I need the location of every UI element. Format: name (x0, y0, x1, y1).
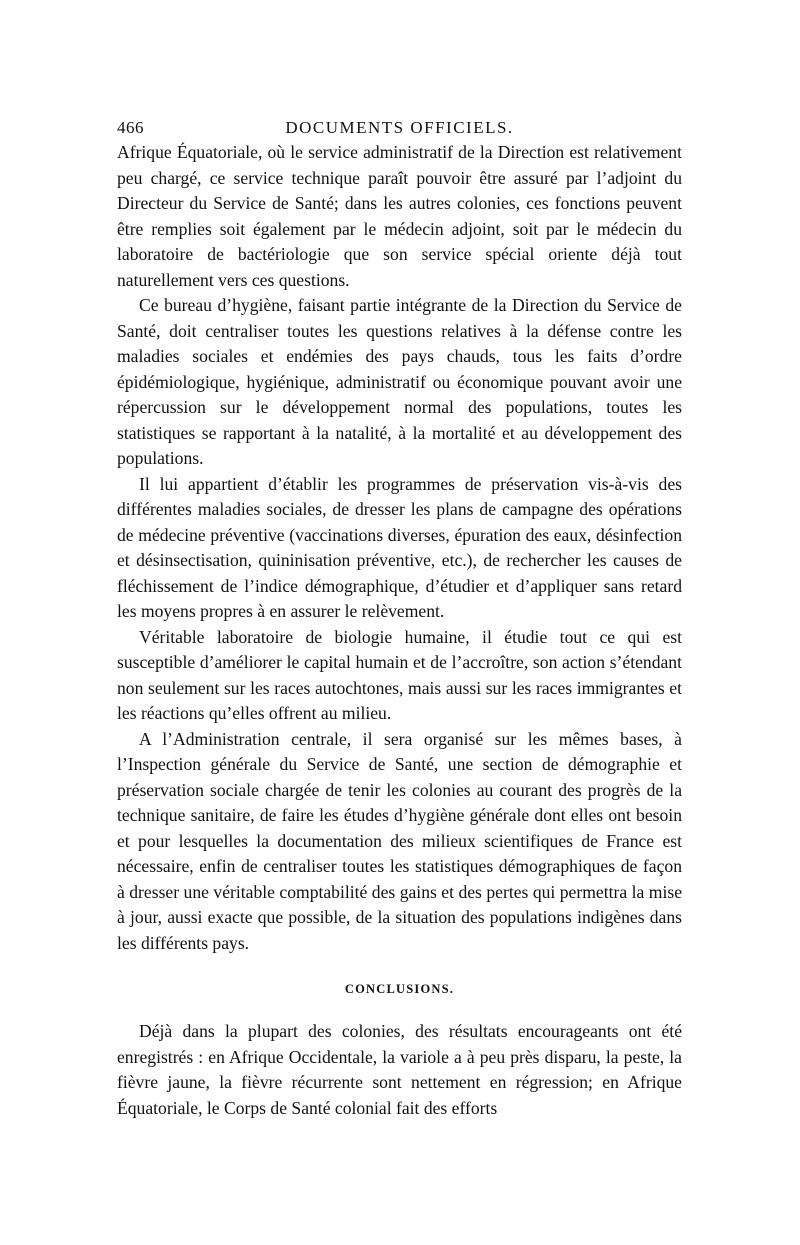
running-title: DOCUMENTS OFFICIELS. (285, 118, 514, 137)
body-text (117, 140, 682, 956)
page-number: 466 (117, 118, 144, 137)
conclusions-heading: CONCLUSIONS. (344, 982, 455, 996)
paragraph-biology-laboratory: Véritable laboratoire de biologie humaine, il étudie tout ce qui est susceptible d’améliorer le capital humain et de l’accroître, son action s’étendant non seulement sur les races autochtones, mais aussi sur les races immigrantes et les réactions qu’elles offrent au milieu. (117, 626, 682, 723)
page-header (117, 112, 682, 140)
conclusions-section (117, 1019, 682, 1121)
paragraph-central-administration: A l’Administration centrale, il sera organisé sur les mêmes bases, à l’Inspection générale du Service de Santé, une section de démographie et préservation sociale chargée de tenir les colonies au courant des progrès de la technique sanitaire, de faire les études d’hygiène générale dont elles ont besoin et pour lesquelles la documentation des milieux scientifiques de France est nécessaire, enfin de centraliser toutes les statistiques démographiques de façon à dresser une véritable comptabilité des gains et des pertes qui permettra la mise à jour, aussi exacte que possible, de la situation des populations indigènes dans les différents pays. (117, 728, 682, 953)
document-page (117, 112, 682, 1121)
paragraph-hygiene-bureau: Ce bureau d’hygiène, faisant partie intégrante de la Direction du Service de Santé, doit centraliser toutes les questions relatives à la défense contre les maladies sociales et endémies des pays chauds, tous les faits d’ordre épidémiologique, hygiénique, administratif ou économique pouvant avoir une répercussion sur le développement normal des populations, toutes les statistiques se rapportant à la natalité, à la mortalité et au développement des populations. (117, 295, 682, 468)
paragraph-conclusions: Déjà dans la plupart des colonies, des résultats encourageants ont été enregistrés : en Afrique Occidentale, la variole a à peu près disparu, la peste, la fièvre jaune, la fièvre récurrente sont nettement en régression; en Afrique Équatoriale, le Corps de Santé colonial fait des efforts (117, 1021, 682, 1118)
paragraph-preservation-programs: Il lui appartient d’établir les programmes de préservation vis-à-vis des différentes maladies sociales, de dresser les plans de campagne des opérations de médecine préventive (vaccinations diverses, épuration des eaux, désinfection et désinsectisation, quininisation préventive, etc.), de rechercher les causes de fléchissement de l’indice démographique, d’étudier et d’appliquer sans retard les moyens propres à en assurer le relèvement. (117, 473, 682, 621)
paragraph-continuation: Afrique Équatoriale, où le service administratif de la Direction est relativement peu chargé, ce service technique paraît pouvoir être assuré par l’adjoint du Directeur du Service de Santé; dans les autres colonies, ces fonctions peuvent être remplies soit également par le médecin adjoint, soit par le médecin du laboratoire de bactériologie que son service spécial oriente déjà tout naturellement vers ces questions. (117, 142, 682, 290)
